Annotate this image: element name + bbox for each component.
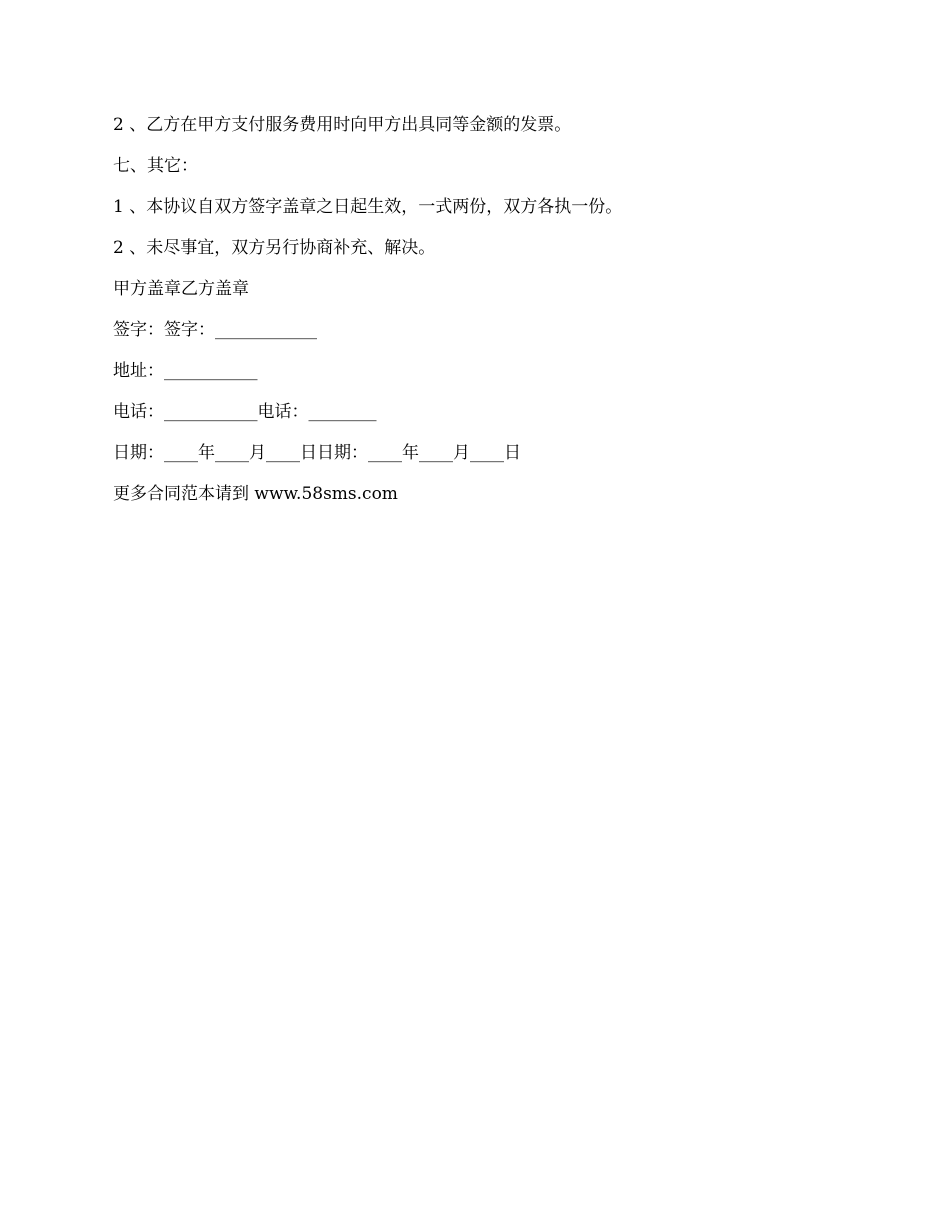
footer-link-text: 更多合同范本请到 www.58sms.com: [113, 484, 398, 504]
clause-effective: 1 、本协议自双方签字盖章之日起生效，一式两份，双方各执一份。: [113, 197, 623, 217]
document-body: [113, 112, 843, 522]
clause-unresolved: 2 、未尽事宜，双方另行协商补充、解决。: [113, 238, 436, 258]
address-line: 地址：___________: [113, 361, 258, 381]
phone-line: 电话：___________电话：________: [113, 402, 377, 422]
section-heading-other: 七、其它：: [113, 156, 198, 176]
clause-invoice: 2 、乙方在甲方支付服务费用时向甲方出具同等金额的发票。: [113, 115, 572, 135]
signature-line: 签字：签字：____________: [113, 320, 317, 340]
date-line: 日期：____年____月____日日期：____年____月____日: [113, 443, 521, 463]
seal-line: 甲方盖章乙方盖章: [113, 279, 249, 299]
